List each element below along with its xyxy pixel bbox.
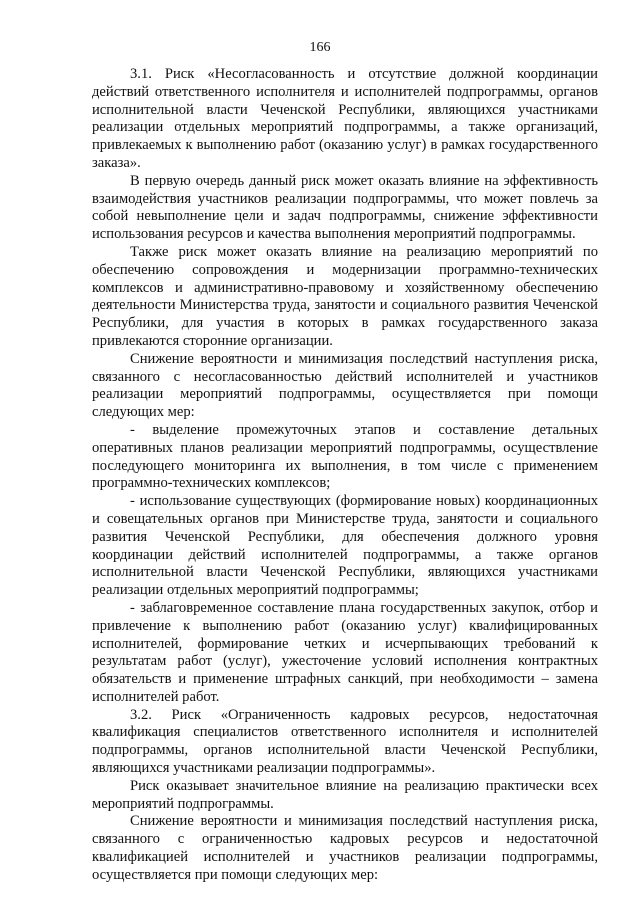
list-item-procurement: - заблаговременное составление плана государственных закупок, отбор и привлечение к выполнению работ (оказанию услуг) квалифицированных исполнителей, формирование четких и исчерпывающих требований к результатам работ (услуг), ужесточение условий исполнения контрактных обязательств и применение штрафных санкций, при необходимости – замена исполнителей работ. xyxy=(92,599,598,705)
paragraph-mitigation-intro: Снижение вероятности и минимизация последствий наступления риска, связанного с несогласованностью действий исполнителей и участников реализации мероприятий подпрограммы, осуществляется при помощи следующих мер: xyxy=(92,350,598,421)
list-item-coordination: - использование существующих (формирование новых) координационных и совещательных органов при Министерстве труда, занятости и социального развития Чеченской Республики, для обеспечения должного уровня координации действий исполнителей подпрограммы, а также органов исполнительной власти Чеченской Республики, являющихся участниками реализации отдельных мероприятий подпрограммы; xyxy=(92,493,598,599)
document-body xyxy=(92,66,598,885)
paragraph-impact: В первую очередь данный риск может оказать влияние на эффективность взаимодействия участников реализации подпрограммы, что может повлечь за собой невыполнение цели и задач подпрограммы, снижение эффективности использования ресурсов и качества выполнения мероприятий подпрограммы. xyxy=(92,172,598,243)
paragraph-risk-influence: Риск оказывает значительное влияние на реализацию практически всех мероприятий подпрограммы. xyxy=(92,777,598,812)
paragraph-also-impact: Также риск может оказать влияние на реализацию мероприятий по обеспечению сопровождения и модернизации программно-технических комплексов и административно-правовому и хозяйственному обеспечению деятельности Министерства труда, занятости и социального развития Чеченской Республики, для участия в которых в рамках государственного заказа привлекаются сторонние организации. xyxy=(92,243,598,349)
list-item-stages: - выделение промежуточных этапов и составление детальных оперативных планов реализации мероприятий подпрограммы, осуществление последующего мониторинга их выполнения, в том числе с применением программно-технических комплексов; xyxy=(92,421,598,492)
paragraph-risk-3-1: 3.1. Риск «Несогласованность и отсутствие должной координации действий ответственного исполнителя и исполнителей подпрограммы, органов исполнительной власти Чеченской Республики, являющихся участниками реализации отдельных мероприятий подпрограммы, а также организаций, привлекаемых к выполнению работ (оказанию услуг) в рамках государственного заказа». xyxy=(92,66,598,171)
page-number: 166 xyxy=(309,40,331,55)
paragraph-risk-3-2: 3.2. Риск «Ограниченность кадровых ресурсов, недостаточная квалификация специалистов ответственного исполнителя и исполнителей подпрограммы, органов исполнительной власти Чеченской Республики, являющихся участниками реализации подпрограммы». xyxy=(92,706,598,777)
paragraph-mitigation-intro-2: Снижение вероятности и минимизация последствий наступления риска, связанного с ограниченностью кадровых ресурсов и недостаточной квалификацией исполнителей и участников реализации подпрограммы, осуществляется при помощи следующих мер: xyxy=(92,813,598,883)
